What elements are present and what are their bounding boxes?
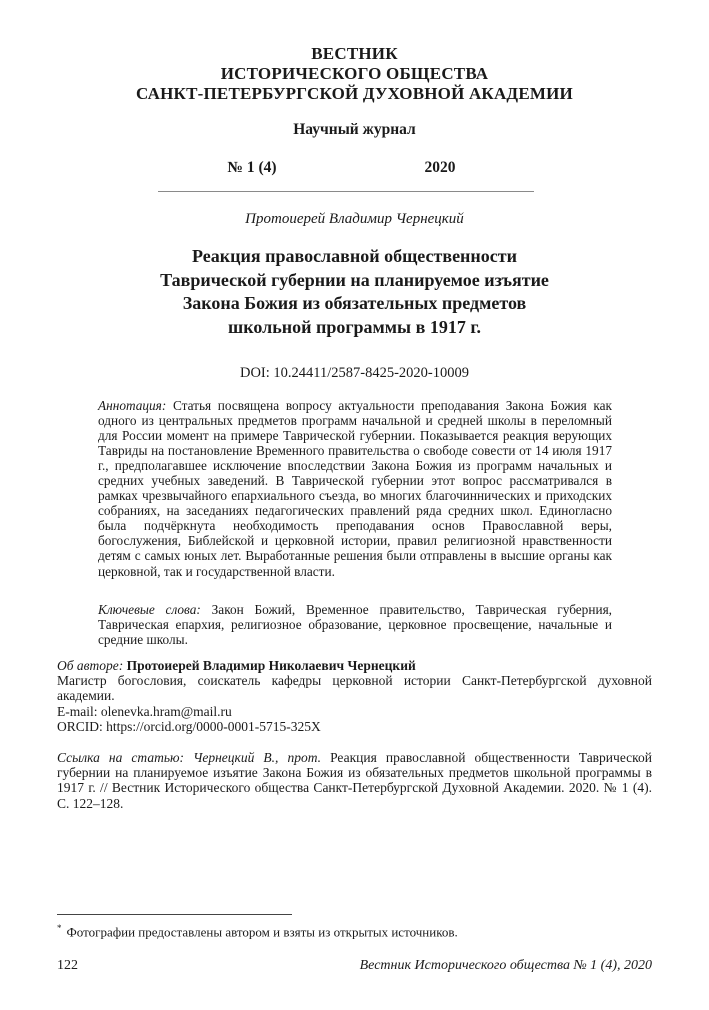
issue-year: 2020 [424, 159, 456, 176]
about-author-name: Протоиерей Владимир Николаевич Чернецкий [126, 658, 416, 673]
journal-subtitle: Научный журнал [293, 121, 416, 138]
about-author-affiliation: Магистр богословия, соискатель кафедры церковной истории Санкт-Петербургской духовной академии. [57, 673, 652, 704]
footnote-rule [57, 914, 292, 915]
doi-line: DOI: 10.24411/2587-8425-2020-10009 [239, 365, 470, 381]
about-author-heading [57, 658, 652, 673]
page-number: 122 [57, 958, 78, 973]
footer-journal-line: Вестник Исторического общества № 1 (4), 2020 [359, 958, 652, 973]
article-title-line-1: Реакция православной общественности [191, 246, 518, 266]
keywords-paragraph [98, 602, 612, 647]
footnote-marker: * [57, 923, 62, 933]
article-author-line: Протоиерей Владимир Чернецкий [245, 211, 464, 227]
citation-authors: Чернецкий В., прот. [193, 750, 331, 765]
article-title-line-4: школьной программы в 1917 г. [228, 316, 481, 337]
about-author-email: E-mail: olenevka.hram@mail.ru [57, 703, 232, 719]
issue-year-row [158, 159, 534, 177]
footnote-section [57, 914, 652, 939]
citation-label: Ссылка на статью: [57, 750, 194, 765]
about-author-orcid: ORCID: https://orcid.org/0000-0001-5715-325X [57, 718, 321, 734]
article-title-line-3: Закона Божия из обязательных предметов [182, 293, 527, 313]
masthead-divider-rule [158, 191, 534, 192]
article-title [0, 245, 709, 339]
abstract-paragraph [98, 398, 612, 579]
footnote-text-line [57, 921, 652, 939]
masthead-line-2: ИСТОРИЧЕСКОГО ОБЩЕСТВА [220, 64, 489, 83]
citation-paragraph [57, 750, 652, 811]
about-author-label: Об авторе: [57, 658, 127, 673]
masthead-line-3: САНКТ-ПЕТЕРБУРГСКОЙ ДУХОВНОЙ АКАДЕМИИ [136, 84, 573, 103]
abstract-text: Статья посвящена вопросу актуальности преподавания Закона Божия как одного из центральных предметов программ начальной и средней школы в переломный для России момент на примере Таврической губернии. Показывается реакция верующих Тавриды на постановление Временного правительства о свободе совести от 14 июля 1917 г., предполагавшее исключение впоследствии Закона Божия из программ начальных и средних учебных заведений. В Таврической губернии этот вопрос рассматривался в рамках чрезвычайного епархиального съезда, во многих благочиннических и приходских собраниях, на заседаниях педагогических правлений ряда средних школ. Единогласно была подчёркнута необходимость преподавания основ Православной веры, богослужения, Библейской и церковной истории, правил религиозной нравственности детям с самых юных лет. Выработанные решения были отправлены в высшие органы как церковной, так и государственной власти. [98, 398, 613, 579]
journal-masthead [0, 44, 709, 104]
article-title-line-2: Таврической губернии на планируемое изъятие [160, 269, 549, 290]
abstract-label: Аннотация: [98, 398, 173, 413]
footnote-text: Фотографии предоставлены автором и взяты из открытых источников. [66, 924, 458, 940]
keywords-label: Ключевые слова: [98, 602, 212, 617]
issue-number: № 1 (4) [227, 159, 277, 176]
masthead-line-1: ВЕСТНИК [311, 44, 398, 63]
keywords-text: Закон Божий, Временное правительство, Таврическая губерния, Таврическая епархия, религиозное образование, церковное просвещение, начальные и средние школы. [98, 602, 613, 648]
page-footer [57, 958, 652, 974]
about-author-section [57, 658, 652, 734]
citation-text: Реакция православной общественности Таврической губернии на планируемое изъятие Закона Божия из обязательных предметов школьной программы в 1917 г. // Вестник Исторического общества Санкт-Петербургской Духовной Академии. 2020. № 1 (4). С. 122–128. [57, 750, 652, 811]
